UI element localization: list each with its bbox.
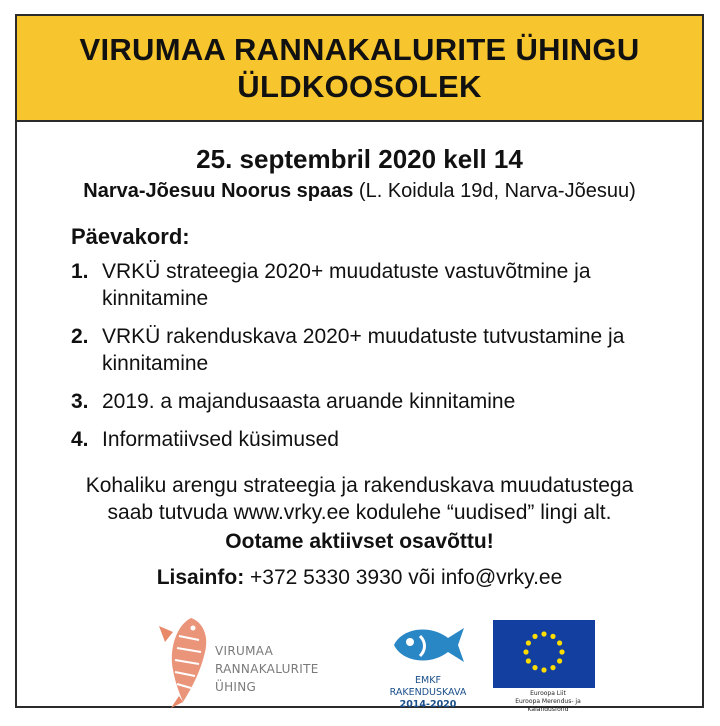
agenda-item-number: 4. xyxy=(71,428,89,451)
event-date: 25. septembril 2020 kell 14 xyxy=(196,144,523,174)
title-line-1: VIRUMAA RANNAKALURITE ÜHINGU xyxy=(79,32,640,67)
agenda-item xyxy=(71,258,691,312)
agenda-item-text: Informatiivsed küsimused xyxy=(102,428,339,451)
contact-line xyxy=(17,566,702,590)
emkf-line-2: RAKENDUSKAVA xyxy=(389,687,467,698)
vrky-line-3: ÜHING xyxy=(215,680,257,694)
agenda-item-text: VRKÜ rakenduskava 2020+ muudatuste tutvustamine ja kinnitamine xyxy=(102,325,625,375)
emkf-logo xyxy=(363,620,493,712)
info-line-2: saab tutvuda www.vrky.ee kodulehe “uudised” lingi alt. xyxy=(107,501,612,524)
eu-line-2: Euroopa Merendus- ja Kalandusfond xyxy=(515,698,581,713)
emkf-line-1: EMKF xyxy=(415,675,441,686)
agenda-item-number: 2. xyxy=(71,325,89,348)
fish-icon xyxy=(386,620,470,670)
agenda-item xyxy=(71,323,691,377)
agenda-list xyxy=(71,258,691,464)
info-paragraph xyxy=(17,472,702,526)
agenda-item xyxy=(71,388,691,415)
eu-logo xyxy=(493,620,599,712)
vrky-logo xyxy=(153,612,343,710)
call-to-action: Ootame aktiivset osavõttu! xyxy=(225,530,494,553)
vrky-logo-text xyxy=(215,642,319,696)
venue-name: Narva-Jõesuu Noorus spaas xyxy=(83,180,354,202)
eu-line-1: Euroopa Liit xyxy=(530,690,566,697)
agenda-item-number: 3. xyxy=(71,390,89,413)
title-banner xyxy=(17,16,702,122)
agenda-item-number: 1. xyxy=(71,260,89,283)
eu-flag-icon xyxy=(493,620,595,688)
agenda-title: Päevakord: xyxy=(71,224,190,249)
poster-frame xyxy=(15,14,704,713)
title-line-2: ÜLDKOOSOLEK xyxy=(237,69,482,104)
agenda-item-text: 2019. a majandusaasta aruande kinnitamine xyxy=(102,390,516,413)
event-venue xyxy=(17,180,702,203)
vrky-line-2: RANNAKALURITE xyxy=(215,662,319,676)
contact-value: +372 5330 3930 või info@vrky.ee xyxy=(250,566,563,589)
fish-icon xyxy=(153,612,223,710)
contact-label: Lisainfo: xyxy=(156,566,245,589)
agenda-item-text: VRKÜ strateegia 2020+ muudatuste vastuvõtmine ja kinnitamine xyxy=(102,260,591,310)
venue-address: (L. Koidula 19d, Narva-Jõesuu) xyxy=(358,180,636,202)
vrky-line-1: VIRUMAA xyxy=(215,644,274,658)
eu-caption xyxy=(497,690,599,714)
agenda-item xyxy=(71,426,691,453)
info-line-1: Kohaliku arengu strateegia ja rakenduskava muudatustega xyxy=(85,474,634,497)
emkf-years: 2014-2020 xyxy=(399,699,457,710)
